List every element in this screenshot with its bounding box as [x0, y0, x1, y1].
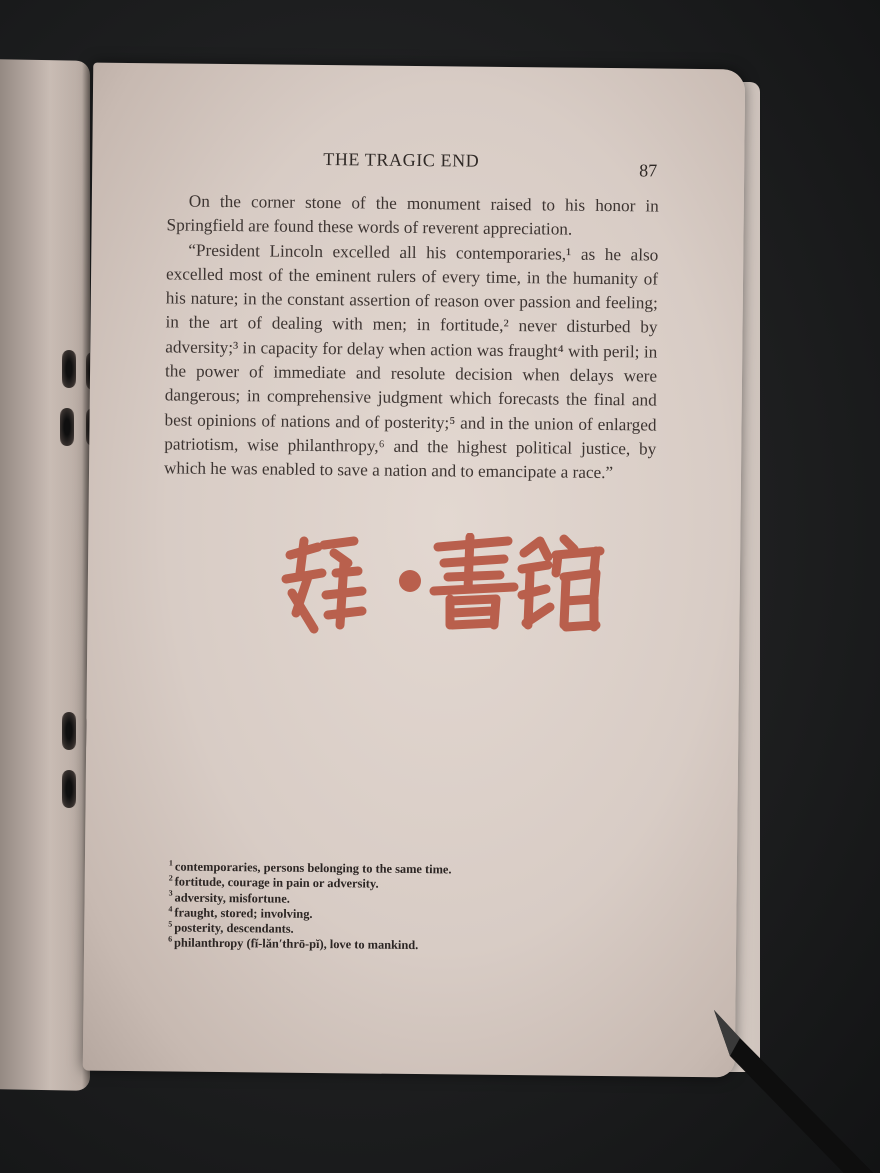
page-number: 87 — [639, 160, 658, 181]
pencil-tip — [700, 1000, 880, 1173]
footnote — [168, 936, 588, 956]
footnote-text: fraught, stored; involving. — [174, 905, 313, 921]
paragraph: On the corner stone of the monument raised to his honor in Springfield are found these words of reverent appreciation. — [166, 191, 659, 239]
footnote-text: posterity, descendants. — [174, 920, 294, 936]
binding-hole — [62, 770, 76, 808]
binding-hole — [60, 408, 74, 446]
footnote-number: 2 — [168, 873, 173, 883]
binding-hole — [62, 712, 76, 750]
footnote-text: fortitude, courage in pain or adversity. — [174, 874, 379, 891]
facing-page-edge — [0, 59, 90, 1091]
footnote-number: 1 — [168, 858, 173, 868]
footnote-text: adversity, misfortune. — [174, 890, 290, 906]
footnote-number: 3 — [168, 888, 173, 898]
footnote-text: philanthropy (fĭ-lăn′thrō-pĭ), love to mankind. — [174, 935, 419, 953]
footnotes — [168, 859, 589, 955]
running-head: THE TRAGIC END — [323, 149, 480, 171]
binding-hole — [62, 350, 76, 388]
book-page — [83, 63, 746, 1078]
page-content — [83, 63, 746, 1078]
footnote-number: 5 — [168, 919, 173, 929]
body-text — [164, 189, 659, 486]
footnote-number: 6 — [168, 934, 173, 944]
paragraph: “President Lincoln excelled all his contemporaries,¹ as he also excelled most of the eminent rulers of every time, in the humanity of his nature; in the constant assertion of reason over passion and feeling; in the art of dealing with men; in fortitude,² never disturbed by adversity;³ in capacity for delay when action was fraught⁴ with peril; in the power of immediate and resolute decision when delays were dangerous; in comprehensive judgment which forecasts the final and best opinions of nations and of posterity;⁵ and in the union of enlarged patriotism, wise philanthropy,⁶ and the highest political justice, by which he was enabled to save a nation and to emancipate a race.” — [163, 240, 659, 483]
footnote-text: contemporaries, persons belonging to the same time. — [174, 859, 452, 877]
footnote-number: 4 — [168, 904, 173, 914]
